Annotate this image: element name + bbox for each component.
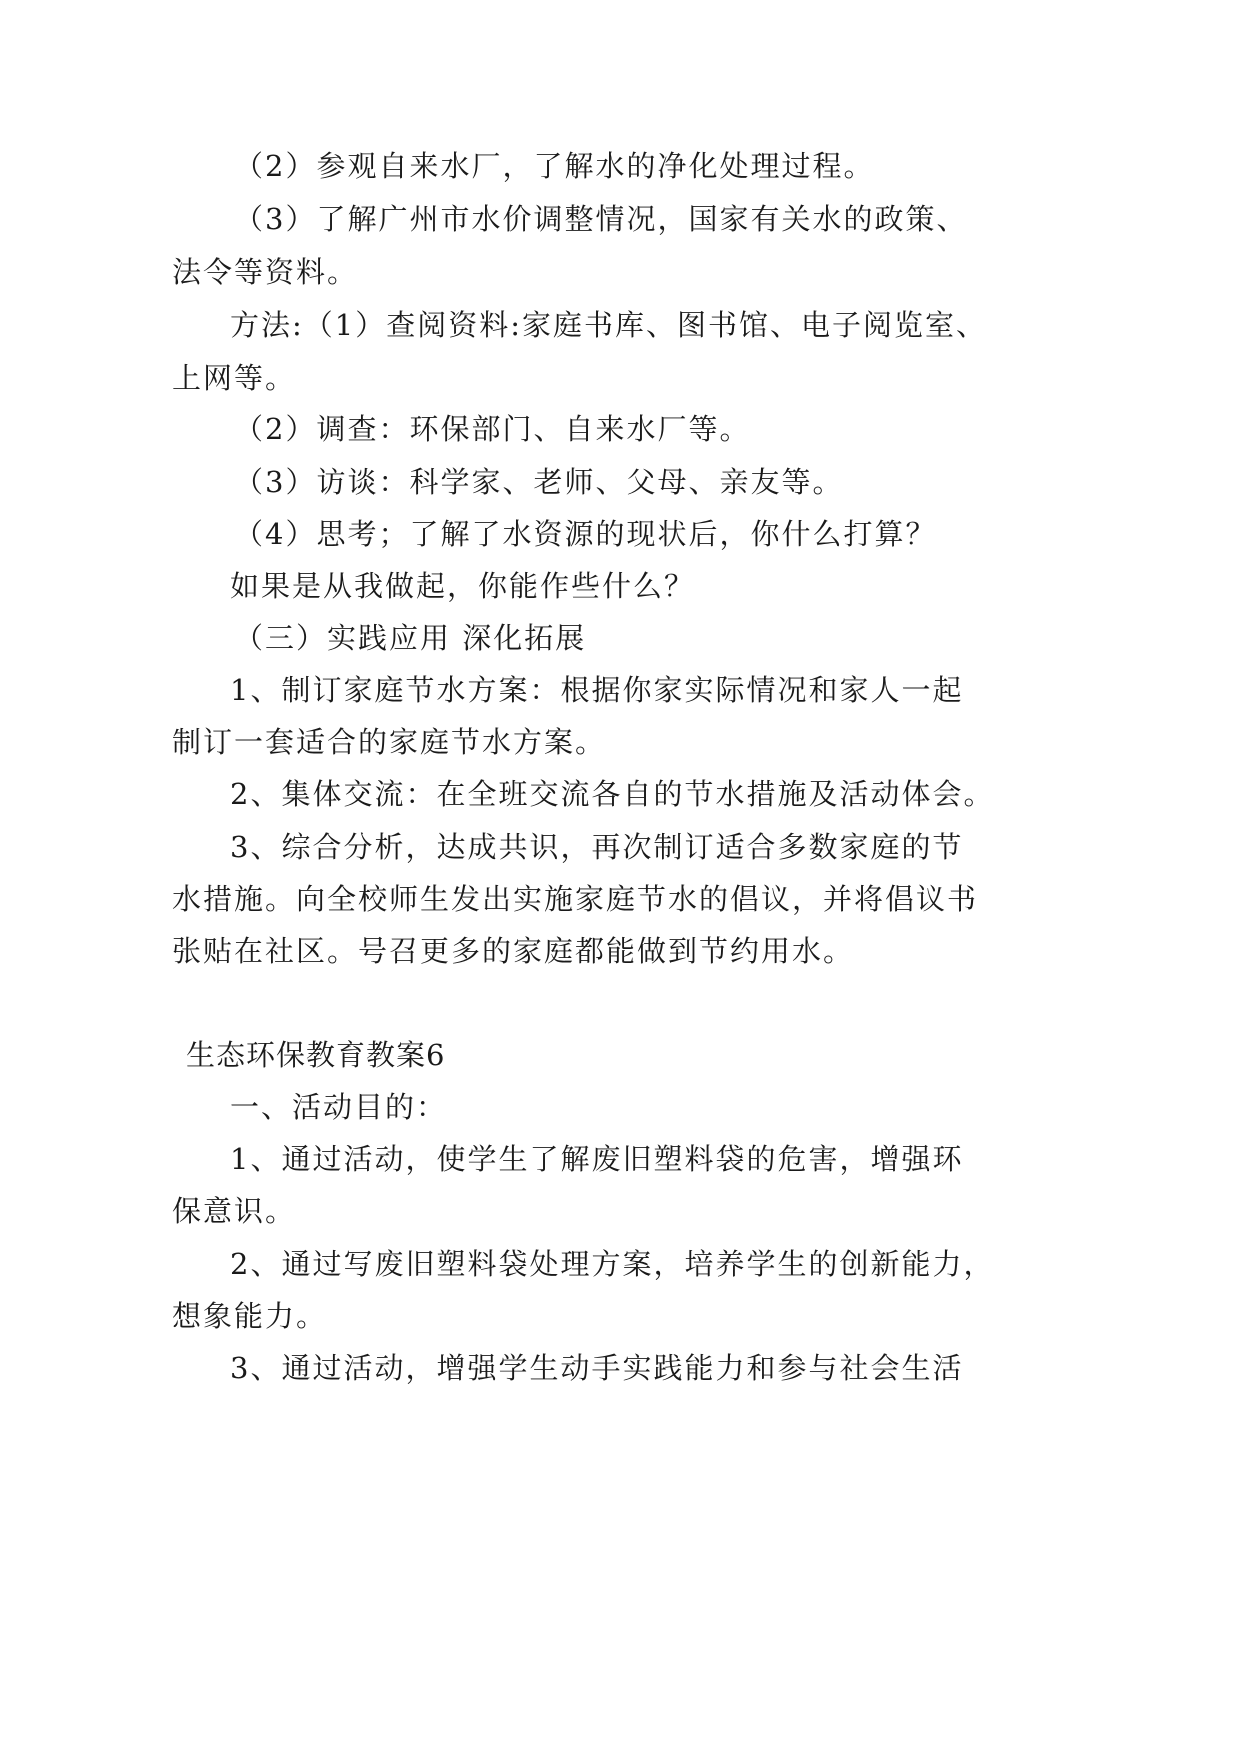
section-title: 生态环保教育教案6: [186, 1038, 446, 1072]
text-line-2: （3）了解广州市水价调整情况，国家有关水的政策、: [234, 202, 968, 236]
section-line-3: 保意识。: [172, 1194, 297, 1228]
text-line-3: 法令等资料。: [172, 255, 359, 289]
text-line-7: （3）访谈：科学家、老师、父母、亲友等。: [234, 465, 844, 499]
text-line-16: 张贴在社区。号召更多的家庭都能做到节约用水。: [172, 934, 855, 968]
text-line-13: 2、集体交流：在全班交流各自的节水措施及活动体会。: [230, 777, 995, 811]
section-line-2: 1、通过活动，使学生了解废旧塑料袋的危害，增强环: [230, 1142, 964, 1176]
text-line-15: 水措施。向全校师生发出实施家庭节水的倡议，并将倡议书: [172, 882, 979, 916]
text-line-1: （2）参观自来水厂，了解水的净化处理过程。: [234, 149, 875, 183]
text-line-4: 方法:（1）查阅资料:家庭书库、图书馆、电子阅览室、: [230, 308, 987, 342]
text-line-11: 1、制订家庭节水方案：根据你家实际情况和家人一起: [230, 673, 964, 707]
text-line-10: （三）实践应用 深化拓展: [234, 621, 587, 655]
text-line-5: 上网等。: [172, 361, 297, 395]
section-line-6: 3、通过活动，增强学生动手实践能力和参与社会生活: [230, 1351, 964, 1385]
section-line-1: 一、活动目的：: [230, 1090, 448, 1124]
section-line-4: 2、通过写废旧塑料袋处理方案，培养学生的创新能力，: [230, 1247, 995, 1281]
section-line-5: 想象能力。: [172, 1299, 328, 1333]
text-line-14: 3、综合分析，达成共识，再次制订适合多数家庭的节: [230, 830, 964, 864]
text-line-12: 制订一套适合的家庭节水方案。: [172, 725, 607, 759]
text-line-8: （4）思考；了解了水资源的现状后，你什么打算？: [234, 517, 937, 551]
text-line-9: 如果是从我做起，你能作些什么？: [230, 569, 696, 603]
text-line-6: （2）调查：环保部门、自来水厂等。: [234, 412, 751, 446]
